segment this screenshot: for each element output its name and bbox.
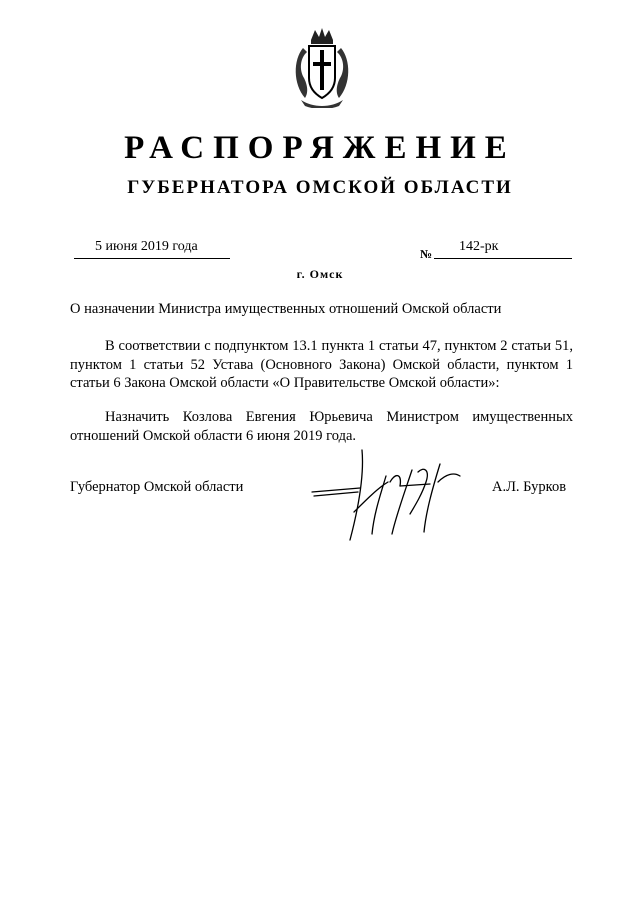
signatory-title: Губернатор Омской области [70, 479, 244, 495]
document-title: РАСПОРЯЖЕНИЕ [124, 130, 516, 166]
signatory-name: А.Л. Бурков [492, 479, 567, 495]
date-underline [74, 258, 230, 259]
coat-of-arms-emblem [289, 26, 355, 108]
document-subtitle: ГУБЕРНАТОРА ОМСКОЙ ОБЛАСТИ [127, 177, 513, 198]
document-number: 142-рк [459, 239, 499, 254]
body-paragraph: В соответствии с подпунктом 13.1 пункта 1 статьи 47, пунктом 2 статьи 51, пунктом 1 статьи 52 Устава (Основного Закона) Омской области, пунктом 1 статьи 6 Закона Омской области «О Правительстве Омской области»: [70, 338, 573, 391]
document-subject: О назначении Министра имущественных отношений Омской области [70, 301, 502, 317]
number-sign: № [420, 247, 433, 261]
document-city: г. Омск [296, 267, 344, 281]
body-paragraph: Назначить Козлова Евгения Юрьевича Министром имущественных отношений Омской области 6 июня 2019 года. [70, 409, 573, 444]
handwritten-signature [300, 442, 480, 544]
number-underline [434, 258, 572, 259]
document-date: 5 июня 2019 года [95, 239, 198, 254]
